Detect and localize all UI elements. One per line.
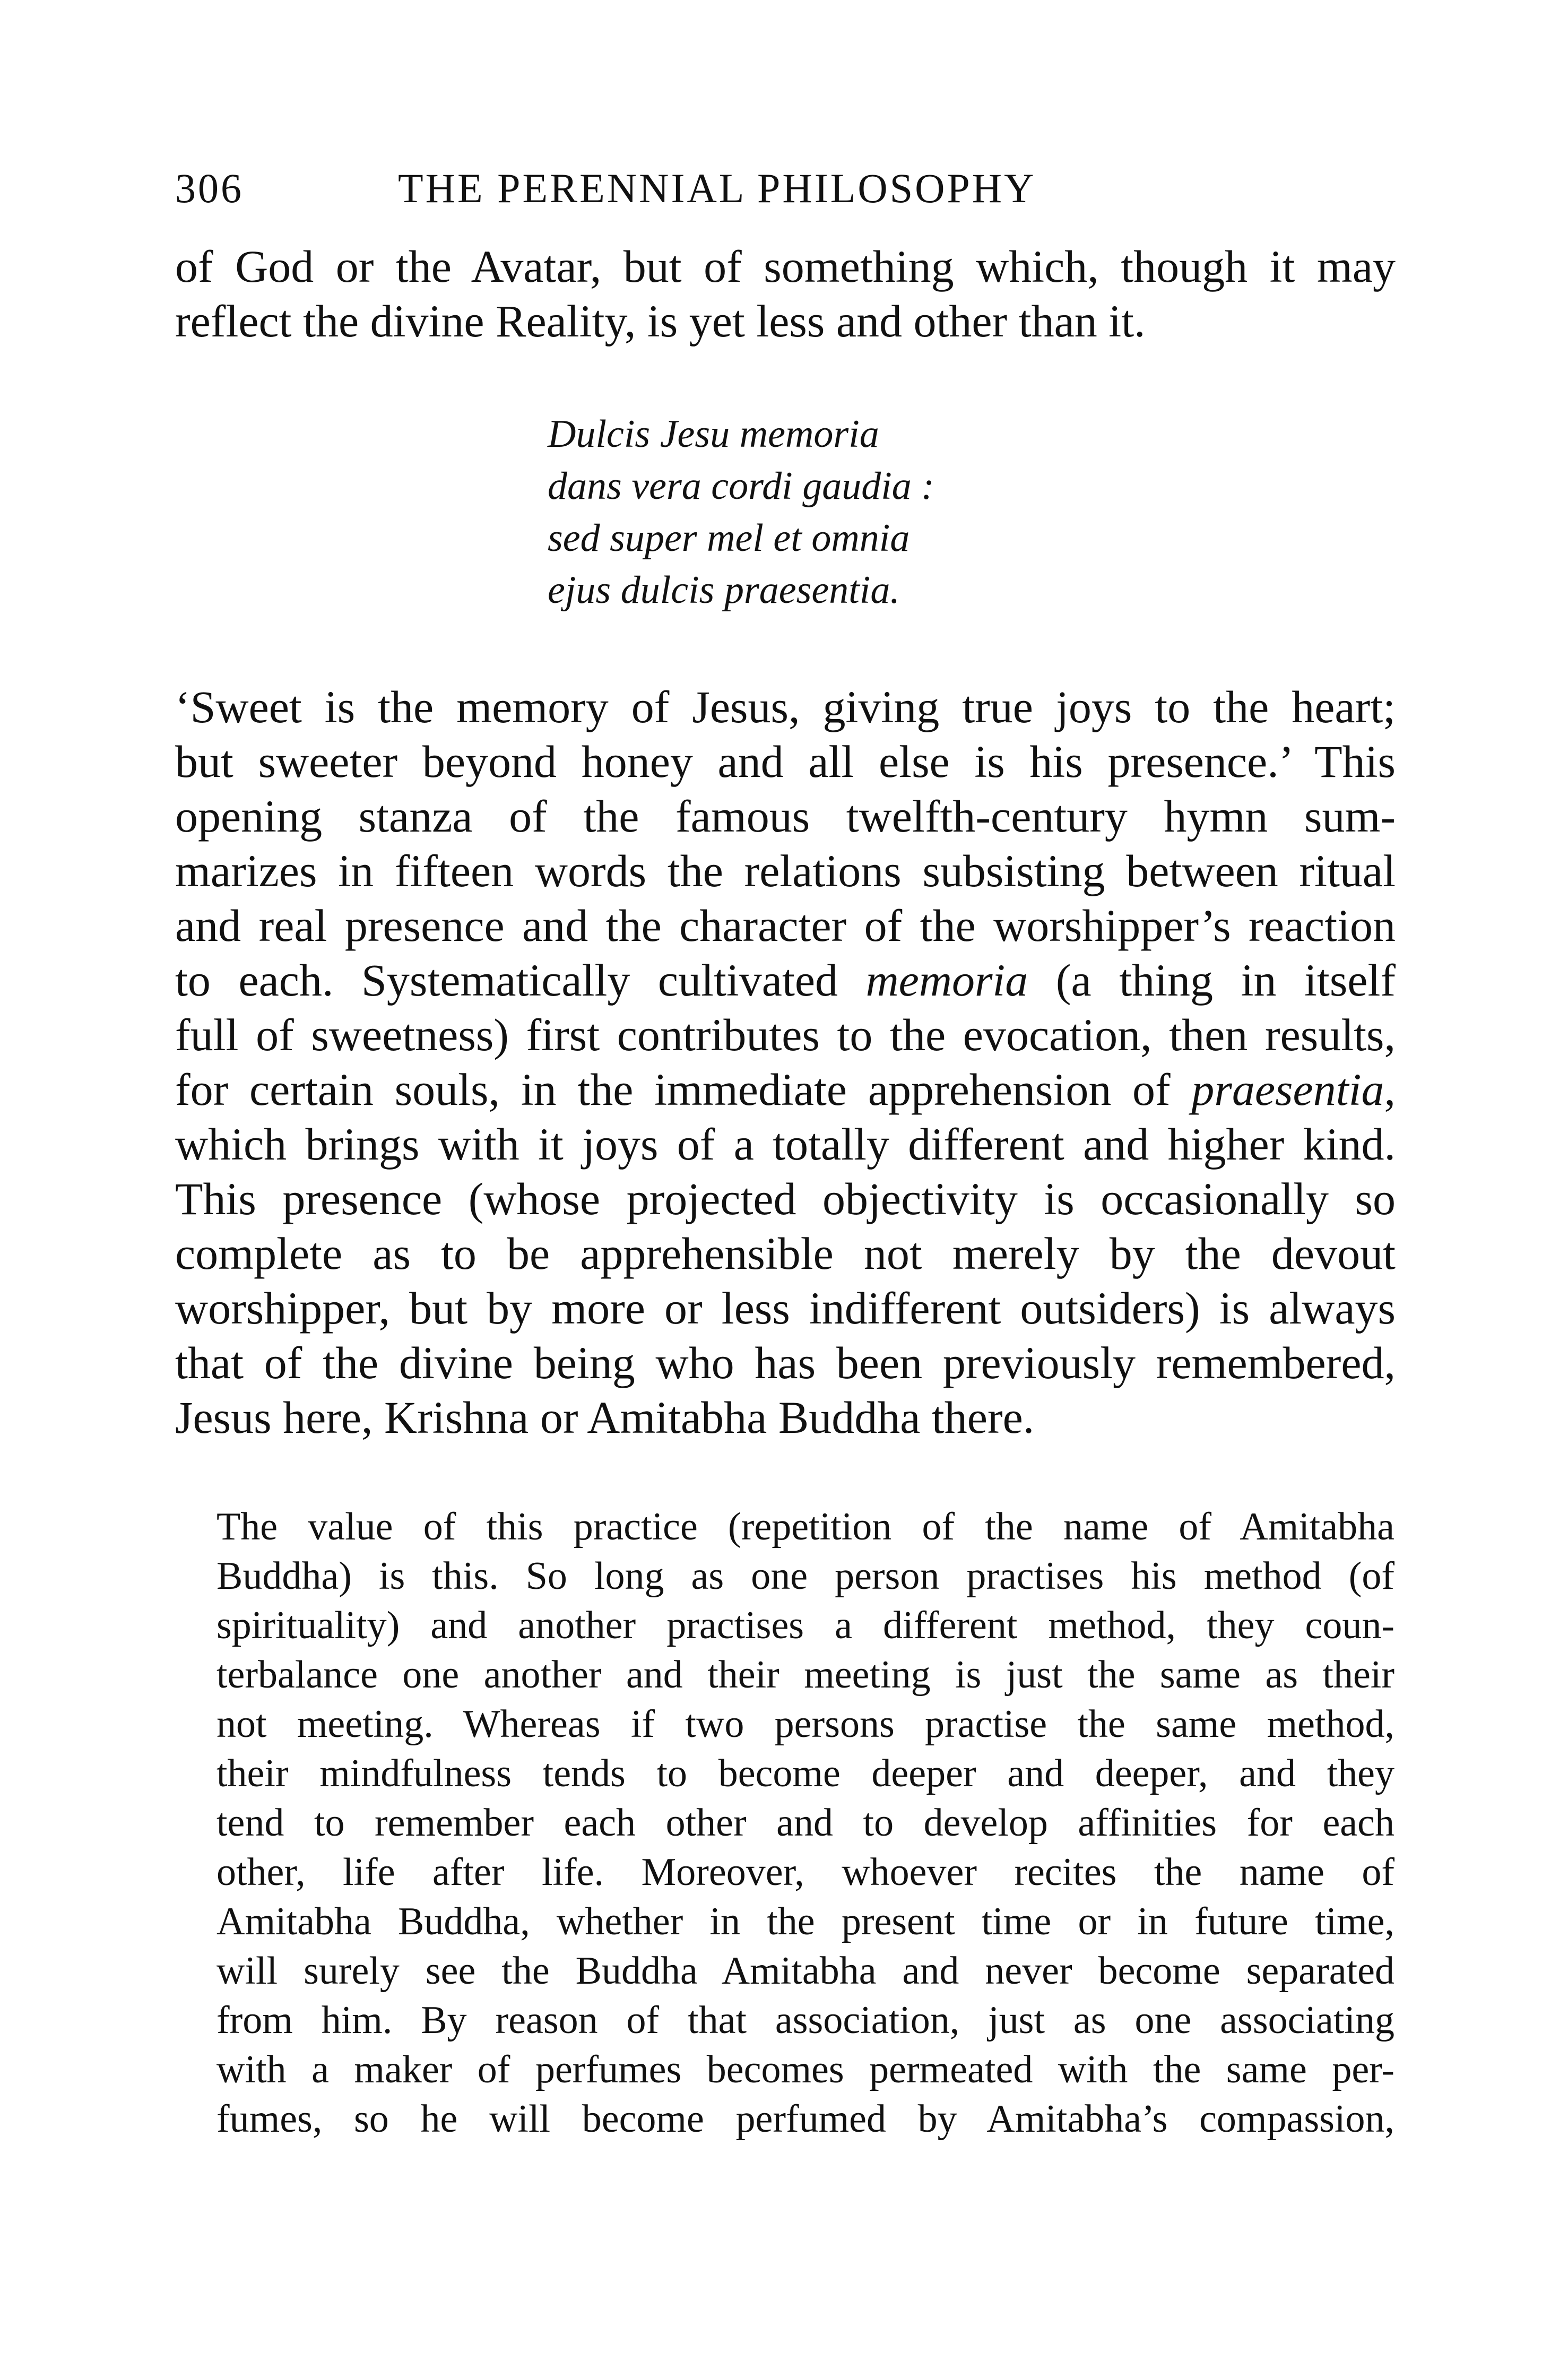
paragraph-line: complete as to be apprehensible not merely by the devout <box>175 1228 1396 1279</box>
quotation-line: terbalance one another and their meeting is just the same as their <box>216 1653 1394 1697</box>
paragraph-line: that of the divine being who has been previously remembered, <box>175 1337 1396 1388</box>
opening-line: reflect the divine Reality, is yet less and other than it. <box>175 296 1146 347</box>
verse-line: sed super mel et omnia <box>548 516 910 560</box>
opening-line: of God or the Avatar, but of something which, though it may <box>175 241 1396 292</box>
quotation-line: from him. By reason of that association, just as one associating <box>216 1999 1394 2042</box>
quotation-line: their mindfulness tends to become deeper and deeper, and they <box>216 1752 1394 1795</box>
paragraph-line: worshipper, but by more or less indifferent outsiders) is always <box>175 1283 1396 1334</box>
paragraph-line <box>175 954 1396 1007</box>
paragraph-line: and real presence and the character of the worshipper’s reaction <box>175 900 1396 951</box>
page-number: 306 <box>175 165 244 211</box>
paragraph-line: ‘Sweet is the memory of Jesus, giving true joys to the heart; <box>175 681 1396 732</box>
verse-line: ejus dulcis praesentia. <box>548 568 900 612</box>
quotation-line: Amitabha Buddha, whether in the present time or in future time, <box>216 1900 1394 1943</box>
verse-line: Dulcis Jesu memoria <box>548 412 879 456</box>
quotation-line: with a maker of perfumes becomes permeated with the same per- <box>216 2048 1394 2091</box>
quotation-line: will surely see the Buddha Amitabha and never become separated <box>216 1949 1394 1993</box>
paragraph-line: for certain souls, in the immediate apprehension of praesentia, <box>175 1064 1396 1115</box>
quotation-line: not meeting. Whereas if two persons practise the same method, <box>216 1702 1394 1746</box>
quotation-line: tend to remember each other and to develop affinities for each <box>216 1801 1394 1845</box>
paragraph-line: Jesus here, Krishna or Amitabha Buddha there. <box>175 1392 1035 1443</box>
page-header <box>175 159 1396 218</box>
running-title: THE PERENNIAL PHILOSOPHY <box>398 165 1036 211</box>
quotation-line: other, life after life. Moreover, whoever recites the name of <box>216 1850 1394 1894</box>
quotation-line: The value of this practice (repetition of the name of Amitabha <box>216 1505 1394 1549</box>
paragraph-line: full of sweetness) first contributes to the evocation, then results, <box>175 1009 1396 1060</box>
paragraph-line-text: to each. Systematically cultivated memoria (a thing in itself <box>175 955 1396 1006</box>
paragraph-line: which brings with it joys of a totally different and higher kind. <box>175 1119 1396 1170</box>
paragraph-line: This presence (whose projected objectivity is occasionally so <box>175 1173 1396 1224</box>
quotation-line: fumes, so he will become perfumed by Amitabha’s compassion, <box>216 2097 1394 2141</box>
paragraph-line: but sweeter beyond honey and all else is his presence.’ This <box>175 736 1396 787</box>
paragraph-line: marizes in fifteen words the relations subsisting between ritual <box>175 845 1396 896</box>
quotation-line: spirituality) and another practises a different method, they coun- <box>216 1604 1394 1647</box>
paragraph-line: opening stanza of the famous twelfth-century hymn sum- <box>175 791 1396 842</box>
quotation-line: Buddha) is this. So long as one person practises his method (of <box>216 1554 1394 1598</box>
verse-line: dans vera cordi gaudia : <box>548 464 934 508</box>
